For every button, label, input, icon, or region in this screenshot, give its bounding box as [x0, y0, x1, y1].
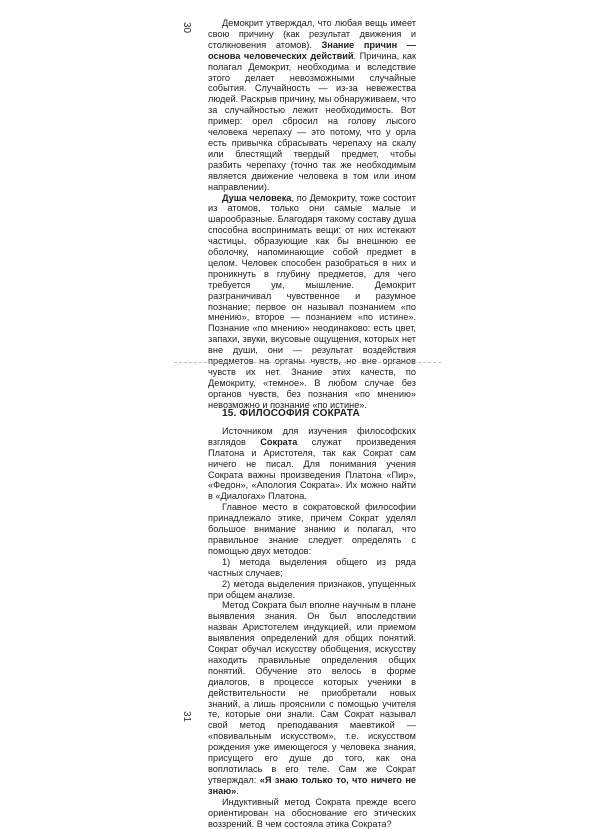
bold-text: Душа человека [222, 192, 292, 203]
text-run: Индуктивный метод Сократа прежде всего ориентирован на обоснование его этических воззрений. В чем состояла этика Сократа? [208, 796, 416, 829]
section-heading: 15. ФИЛОСОФИЯ СОКРАТА [222, 408, 360, 419]
page-31 [0, 375, 600, 829]
text-run: . [236, 785, 239, 796]
section-body [208, 426, 416, 829]
text-run: Метод Сократа был вполне научным в плане выявления знания. Он был впоследствии назван Аристотелем индукцией, или приемом выявления определений для общих понятий. Сократ обучал искусству обобщения, искусству находить правильные определения общих понятий. Обучение это велось в форме диалогов, в процессе которых ученики в действительности не приобретали новых знаний, а лишь прояснили с помощью учителя те, которые они знали. Сам Сократ называл свой метод преподавания маевтикой — «повивальным искусством», т.е. искусством рождения уже имеющегося у человека знания, присущего его душе до того, как она воплотилась в его теле. Сам же Сократ утверждал: [208, 600, 416, 785]
paragraph [208, 579, 416, 601]
text-run: Главное место в сократовской философии принадлежало этике, причем Сократ уделял большое внимание знанию и полагал, что правильное знание следует определять с помощью двух методов: [208, 502, 416, 556]
page-number: 30 [181, 22, 192, 34]
bold-text: Сократа [260, 436, 298, 447]
page-30 [0, 0, 600, 410]
page-separator [174, 362, 441, 363]
text-run: 2) метода выделения признаков, упущенных при общем анализе. [208, 578, 416, 600]
paragraph [208, 600, 416, 796]
text-run: . Причина, как полагал Демокрит, необходима и вследствие этого делает невозможными случайные события. Случайность — из-за невежества людей. Раскрыв причину, мы обнаруживаем, что за случайностью лежит необходимость. Вот пример: орел сбросил на голову лысого человека черепаху — это потому, что у орла есть привычка сбрасывать черепаху на скалу или блестящий твердый предмет, чтобы разбить черепаху (точно так же необходимым является движение человека в том или ином направлении). [208, 50, 416, 192]
paragraph [208, 18, 416, 193]
paragraph [208, 557, 416, 579]
text-run: служат произведения Платона и Аристотеля, так как Сократ сам ничего не писал. Для понимания учения Сократа важны произведения Платона «Пир», «Федон», «Апология Сократа». Их можно найти в «Диалогах» Платона. [208, 436, 416, 502]
text-run: Демокрит утверждал, что любая вещь имеет свою причину (как результат движения и столкновения атомов). [208, 18, 416, 50]
text-column [208, 18, 416, 411]
text-run: Источником для изучения философских взглядов [208, 425, 416, 447]
text-column [208, 409, 416, 829]
paragraph [208, 502, 416, 557]
paragraph [208, 426, 416, 502]
bold-text: Знание причин — основа человеческих действий [208, 39, 416, 61]
text-run: 1) метода выделения общего из ряда частных случаев; [208, 556, 416, 578]
page-number: 31 [181, 711, 192, 723]
paragraph [208, 797, 416, 829]
bold-text: «Я знаю только то, что ничего не знаю» [208, 774, 416, 796]
text-run: , по Демокриту, тоже состоит из атомов, только они самые малые и шарообразные. Благодаря такому составу душа способна воспринимать вещи: от них истекают частицы, образующие как бы внешнюю ее оболочку, напоминающие собой предмет в целом. Человек способен разобраться в них и проникнуть в глубину предметов, для чего требуется ум, мышление. Демокрит разграничивал чувственное и разумное познание; первое он называл познанием «по мнению», второе — познанием «по истине». Познание «по мнению» неодинаково: есть цвет, запахи, звуки, вкусовые ощущения, которых нет вне души, они — результат воздействия предметов на органы чувств, но вне органов чувств их нет. Знание этих качеств, по Демокриту, «темное». В любом случае без органов чувств, без познания «по мнению» невозможно и познание «по истине». [208, 192, 416, 410]
